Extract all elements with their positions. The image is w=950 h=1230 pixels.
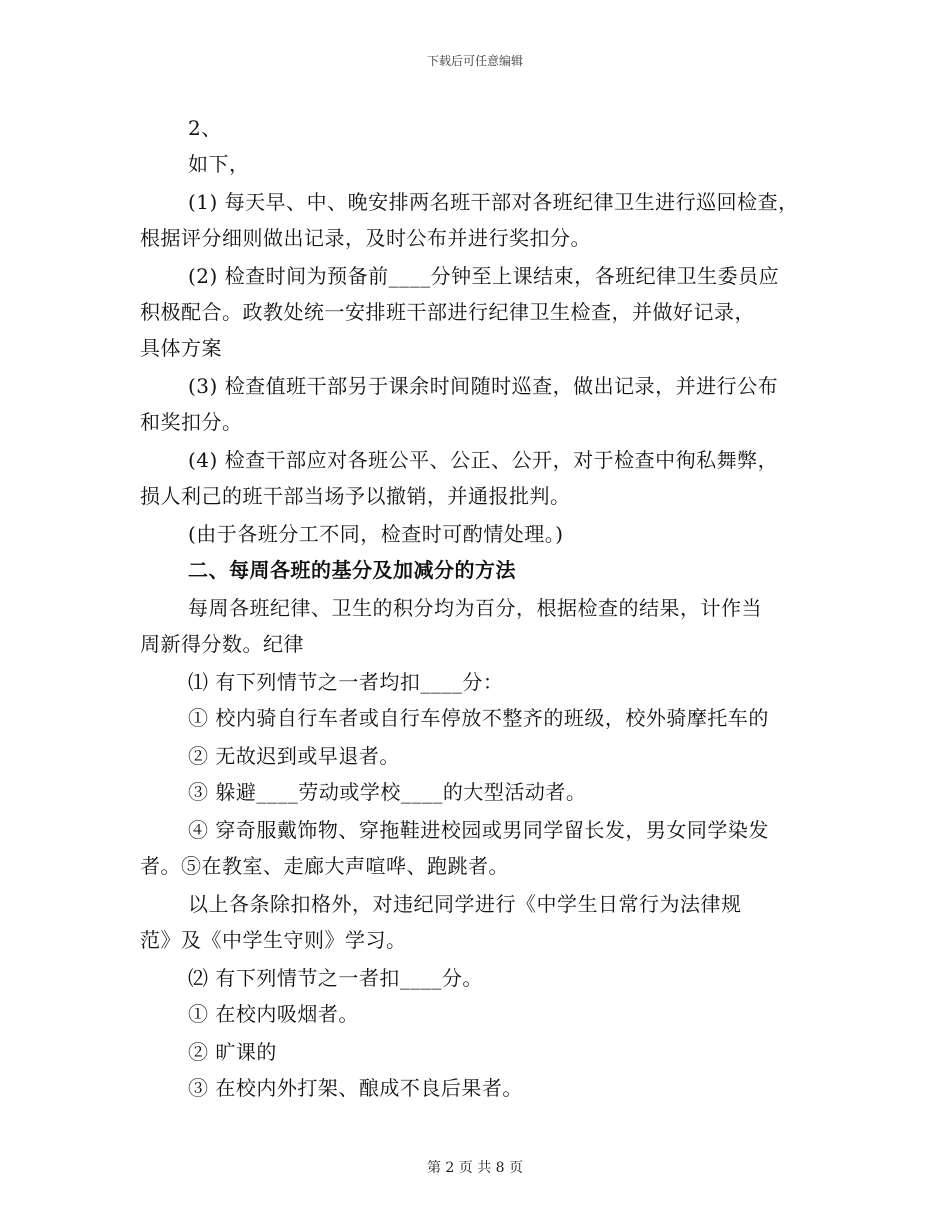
rule-2-item-3: ③ 在校内外打架、酿成不良后果者。 [188,1076,523,1100]
paragraph-line-2: 周新得分数。纪律 [140,632,304,656]
item-1-line-2: 根据评分细则做出记录，及时公布并进行奖扣分。 [140,226,591,250]
item-3-line-1: (3) 检查值班干部另于课余时间随时巡查，做出记录，并进行公布 [188,374,779,398]
rule-1-heading: ⑴ 有下列情节之一者均扣____分： [188,670,504,694]
rule-1-item-2: ② 无故迟到或早退者。 [188,744,400,768]
paragraph-line-1: 每周各班纪律、卫生的积分均为百分，根据检查的结果，计作当 [188,596,762,620]
rule-2-heading: ⑵ 有下列情节之一者扣____分。 [188,966,483,990]
study-line-2: 范》及《中学生守则》学习。 [140,928,407,952]
rule-1-item-4-line-2: 者。⑤在教室、走廊大声喧哗、跑跳者。 [140,854,509,878]
item-4-line-2: 损人利己的班干部当场予以撤销，并通报批判。 [140,484,571,508]
section-number: 2、 [188,116,222,140]
rule-2-item-1: ① 在校内吸烟者。 [188,1002,359,1026]
item-4-line-1: (4) 检查干部应对各班公平、公正、公开，对于检查中徇私舞弊， [188,448,779,472]
note-line: (由于各班分工不同，检查时可酌情处理。) [188,522,564,546]
rule-1-item-4-line-1: ④ 穿奇服戴饰物、穿拖鞋进校园或男同学留长发，男女同学染发 [188,818,769,842]
item-1-line-1: (1) 每天早、中、晚安排两名班干部对各班纪律卫生进行巡回检查， [188,190,799,214]
page-footer: 第 2 页 共 8 页 [426,1160,524,1176]
item-2-line-1: (2) 检查时间为预备前____分钟至上课结束，各班纪律卫生委员应 [188,264,780,288]
intro-line: 如下， [188,152,250,176]
rule-2-item-2: ② 旷课的 [188,1040,277,1064]
item-2-line-3: 具体方案 [140,336,222,360]
item-3-line-2: 和奖扣分。 [140,410,243,434]
rule-1-item-3: ③ 躲避____劳动或学校____的大型活动者。 [188,780,587,804]
section-heading: 二、每周各班的基分及加减分的方法 [188,558,516,582]
rule-1-item-1: ① 校内骑自行车者或自行车停放不整齐的班级，校外骑摩托车的 [188,706,769,730]
document-body [0,108,950,1148]
page-header: 下载后可任意编辑 [426,54,523,68]
item-2-line-2: 积极配合。政教处统一安排班干部进行纪律卫生检查，并做好记录， [140,300,755,324]
study-line-1: 以上各条除扣格外，对违纪同学进行《中学生日常行为法律规 [188,892,742,916]
